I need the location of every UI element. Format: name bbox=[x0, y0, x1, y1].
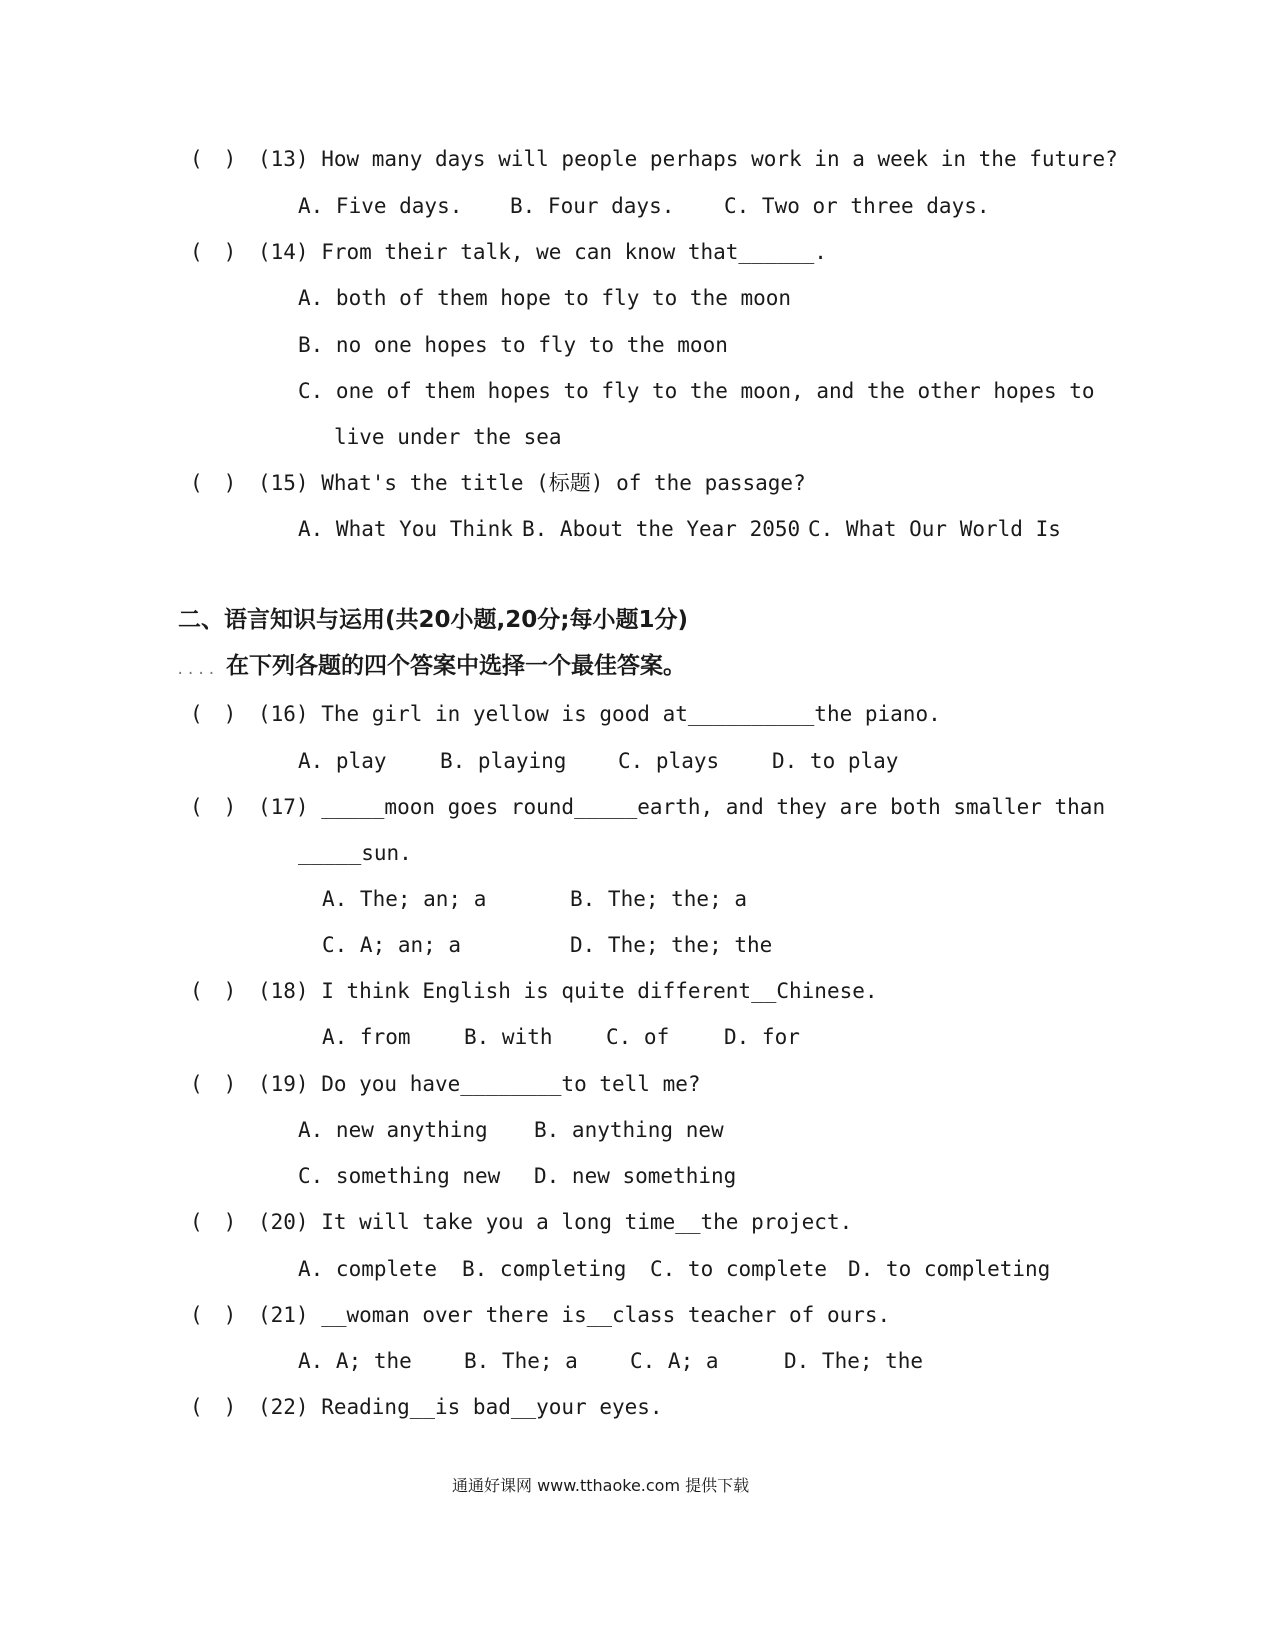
question-17-stem: (17) _____moon goes round_____earth, and they are both smaller than bbox=[258, 795, 1106, 819]
q20-option-a: A. complete bbox=[298, 1257, 438, 1281]
answer-blank-22[interactable]: ( ) bbox=[190, 1395, 237, 1419]
answer-blank-19[interactable]: ( ) bbox=[190, 1072, 237, 1096]
question-16-stem: (16) The girl in yellow is good at__________the piano. bbox=[258, 702, 941, 726]
question-13-stem: (13) How many days will people perhaps work in a week in the future? bbox=[258, 147, 1118, 171]
q13-option-b: B. Four days. bbox=[510, 194, 675, 218]
answer-blank-21[interactable]: ( ) bbox=[190, 1303, 237, 1327]
answer-blank-13[interactable]: ( ) bbox=[190, 147, 237, 171]
page-footer: 通通好课网 www.tthaoke.com 提供下载 bbox=[452, 1476, 750, 1495]
section-2-instruction: 在下列各题的四个答案中选择一个最佳答案。 bbox=[226, 653, 686, 679]
q18-option-a: A. from bbox=[322, 1025, 411, 1049]
q14-option-c: C. one of them hopes to fly to the moon, and the other hopes to bbox=[298, 379, 1095, 403]
answer-blank-17[interactable]: ( ) bbox=[190, 795, 237, 819]
question-20-stem: (20) It will take you a long time__the project. bbox=[258, 1210, 853, 1234]
q20-option-d: D. to completing bbox=[848, 1257, 1051, 1281]
q16-option-d: D. to play bbox=[772, 749, 899, 773]
q19-option-c: C. something new bbox=[298, 1164, 501, 1188]
q19-option-b: B. anything new bbox=[534, 1118, 724, 1142]
q17-option-d: D. The; the; the bbox=[570, 933, 773, 957]
q18-option-d: D. for bbox=[724, 1025, 800, 1049]
q16-option-b: B. playing bbox=[440, 749, 567, 773]
question-14-stem: (14) From their talk, we can know that______. bbox=[258, 240, 827, 264]
q17-option-a: A. The; an; a bbox=[322, 887, 487, 911]
question-19-stem: (19) Do you have________to tell me? bbox=[258, 1072, 701, 1096]
q20-option-b: B. completing bbox=[462, 1257, 627, 1281]
q16-option-a: A. play bbox=[298, 749, 387, 773]
q21-option-d: D. The; the bbox=[784, 1349, 924, 1373]
q17-option-c: C. A; an; a bbox=[322, 933, 462, 957]
q14-option-a: A. both of them hope to fly to the moon bbox=[298, 286, 792, 310]
q20-option-c: C. to complete bbox=[650, 1257, 828, 1281]
q19-option-d: D. new something bbox=[534, 1164, 737, 1188]
q15-option-c: C. What Our World Is bbox=[808, 517, 1061, 541]
question-18-stem: (18) I think English is quite different__Chinese. bbox=[258, 979, 878, 1003]
question-17-stem-continued: _____sun. bbox=[298, 841, 412, 865]
q19-option-a: A. new anything bbox=[298, 1118, 488, 1142]
q18-option-b: B. with bbox=[464, 1025, 553, 1049]
q13-option-a: A. Five days. bbox=[298, 194, 463, 218]
q21-option-c: C. A; a bbox=[630, 1349, 719, 1373]
answer-blank-20[interactable]: ( ) bbox=[190, 1210, 237, 1234]
q21-option-a: A. A; the bbox=[298, 1349, 412, 1373]
q15-option-b: B. About the Year 2050 bbox=[522, 517, 801, 541]
q13-option-c: C. Two or three days. bbox=[724, 194, 990, 218]
question-15-stem: (15) What's the title (标题) of the passage? bbox=[258, 471, 806, 495]
section-2-title: 二、语言知识与运用(共20小题,20分;每小题1分) bbox=[178, 607, 688, 633]
q14-option-c-continued: live under the sea bbox=[334, 425, 562, 449]
q15-option-a: A. What You Think bbox=[298, 517, 513, 541]
section-2-dots: .... bbox=[176, 662, 218, 678]
q17-option-b: B. The; the; a bbox=[570, 887, 748, 911]
q16-option-c: C. plays bbox=[618, 749, 720, 773]
q18-option-c: C. of bbox=[606, 1025, 670, 1049]
answer-blank-15[interactable]: ( ) bbox=[190, 471, 237, 495]
q14-option-b: B. no one hopes to fly to the moon bbox=[298, 333, 728, 357]
answer-blank-16[interactable]: ( ) bbox=[190, 702, 237, 726]
question-22-stem: (22) Reading__is bad__your eyes. bbox=[258, 1395, 663, 1419]
answer-blank-14[interactable]: ( ) bbox=[190, 240, 237, 264]
q21-option-b: B. The; a bbox=[464, 1349, 578, 1373]
answer-blank-18[interactable]: ( ) bbox=[190, 979, 237, 1003]
question-21-stem: (21) __woman over there is__class teacher of ours. bbox=[258, 1303, 891, 1327]
